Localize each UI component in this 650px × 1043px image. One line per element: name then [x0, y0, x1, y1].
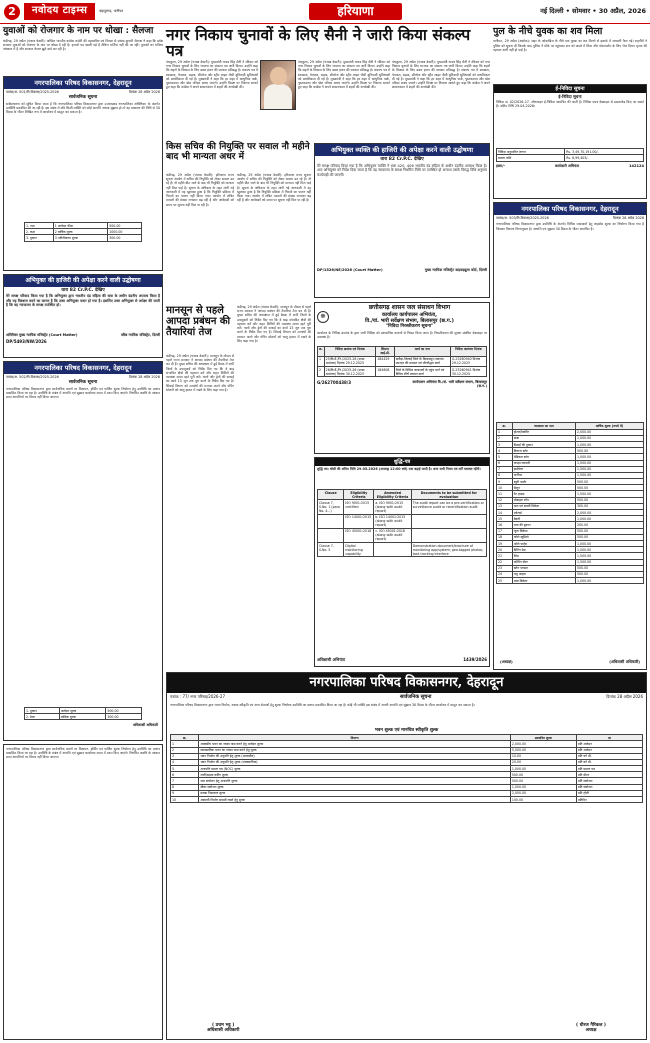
corrigendum-notice — [314, 457, 490, 667]
table-header: Documents to be submitted for evaluation — [411, 490, 486, 500]
table-cell: 3. दुकान — [25, 235, 54, 241]
table-header: निविदा क्रमांक एवं दिनांक — [324, 346, 376, 356]
table-cell: अनापत्ति प्रमाण पत्र (NOC) शुल्क — [199, 766, 511, 772]
right-story-headline: पुल के नीचे युवक का शव मिला — [493, 26, 603, 37]
table-cell: The audit report can be a pre-certification or surveillance audit or recertification audit — [411, 500, 486, 514]
table-cell: 200.00 — [576, 522, 644, 528]
table-cell: a. ISO 9001:2015 (along with audit report) — [374, 500, 411, 514]
tender-2-title: नगरपालिका परिषद विकासनगर, देहरादून — [4, 362, 162, 374]
table-row — [25, 235, 142, 241]
table-header: क्र. — [318, 346, 325, 356]
table-cell: 1,000.00 — [576, 454, 644, 460]
table-cell: बयाना राशि — [497, 155, 565, 161]
section-title: हरियाणा — [309, 3, 401, 20]
info-commission-body-col2: चंडीगढ़, 29 अप्रैल (पंजाब केसरी): हरियाणा राज्य सूचना आयोग में सचिव की नियुक्ति को लेकर सवाल उठ रहे हैं। नौ महीने बीत जाने के बाद भी नियुक्ति को मान्यता नहीं मिल पाई है। सूचना के अधिकार के तहत मांगी गई जानकारी में यह खुलासा हुआ है कि नियुक्ति प्रक्रिया में नियमों का पालन नहीं किया गया। आयोग में लंबित मामलों की संख्या लगातार बढ़ रही है और आवेदकों को समय पर सूचना नहीं मिल पा रही है। — [237, 173, 313, 203]
chhattisgarh-tender — [314, 302, 490, 454]
table-cell: 7 — [171, 778, 199, 784]
cg-body: कार्यालय के निविदा क्रमांक के द्वारा जारी निविदा को प्रशासनिक कारणों से निरस्त किया जाता है। निरस्तीकरण की सूचना संबंधित वेबसाइट पर उपलब्ध है। — [317, 330, 489, 339]
tender-3-title: नगरपालिका परिषद विकासनगर, देहरादून — [494, 203, 646, 215]
table-cell: 1000.00 — [108, 229, 142, 235]
table-cell: प्रति आवेदन — [576, 741, 642, 747]
tender-3-sign-left: (अध्यक्ष) — [500, 659, 513, 665]
right-story-body: पानीपत, 29 अप्रैल (अशोक): शहर के ओवरब्रिज के नीचे एक युवक का शव मिलने से इलाके में सनसनी फैल गई। राहगीरों ने पुलिस को सूचना दी जिसके बाद पुलिस ने मौके पर पहुंचकर शव को कब्जे में लिया और पोस्टमार्टम के लिए भेज दिया। मृतक की पहचान अभी नहीं हो पाई है। — [493, 39, 649, 52]
table-cell: जिम — [512, 553, 575, 559]
table-cell: सैलून — [512, 485, 575, 491]
table-cell: भवन निर्माण की अनुमति हेतु शुल्क (व्यावसायिक) — [199, 759, 511, 765]
table-cell: प्रति वर्ग मी. — [576, 759, 642, 765]
table-cell — [318, 528, 344, 542]
tender-2-date: दिनांक 28 अप्रैल 2026 — [128, 375, 160, 380]
table-cell: 1 — [171, 741, 199, 747]
table-cell: Rs. 3,49,70,191.00/- — [565, 149, 644, 155]
table-cell: 25 — [497, 578, 513, 584]
table-row — [318, 500, 487, 514]
table-cell: 500.00 — [108, 223, 142, 229]
table-cell: 2,000.00 — [576, 510, 644, 516]
table-cell: फल एवं सब्जी विक्रेता — [512, 503, 575, 509]
table-cell: Demonstration document/brochure of monitoring app/system; geo-tagged photos; task tracking interface — [411, 543, 486, 557]
table-cell: 6 — [171, 772, 199, 778]
table-cell: 10 — [171, 797, 199, 803]
table-cell: निविदा अनुमानित लागत — [497, 149, 565, 155]
main-story-headline-block — [166, 25, 490, 61]
table-header: कार्य का नाम — [394, 346, 450, 356]
table-cell: 1,500.00 — [576, 559, 644, 565]
court-2-title: अभियुक्त व्यक्ति की हाजिरी की अपेक्षा करने वाली उद्घोषणा — [315, 144, 489, 156]
table-cell: प्रति वर्ग मी. — [576, 753, 642, 759]
table-cell: 500.00 — [576, 571, 644, 577]
table-cell: 8 — [497, 472, 513, 478]
table-cell: 15 — [497, 516, 513, 522]
table-cell: Clause 7, S.No. 1 (para No. 4...) — [318, 500, 344, 514]
table-cell: 1,000.00 — [576, 547, 644, 553]
table-cell: किराना स्टोर — [512, 448, 575, 454]
table-cell: 11 — [497, 491, 513, 497]
cg-sign: कार्यपालन अभियंता वि./यां. भारी सर्वेक्षण संभाग, बिलासपुर (छ.ग.) — [412, 380, 487, 389]
table-cell: ISO 14001:2015 — [344, 514, 374, 528]
table-cell: 2 वार्षिक शुल्क — [53, 229, 107, 235]
big-tender-table — [170, 734, 643, 803]
table-header-row — [318, 490, 487, 500]
table-cell: 500.00 — [576, 528, 644, 534]
etender-table — [496, 148, 644, 161]
table-row — [318, 514, 487, 528]
table-cell: 3 — [171, 753, 199, 759]
table-cell: 4 — [497, 448, 513, 454]
tender-dehradun-2-continued — [3, 744, 163, 1040]
table-cell: टेंट हाउस — [512, 491, 575, 497]
etender-body: निविदा सं. 02/2026-27. ऑनलाइन ई-निविदा आमंत्रित की जाती है। निविदा प्रपत्र वेबसाइट से डाउनलोड किए जा सकते हैं। अंतिम तिथि 29.04.2026। — [496, 100, 646, 109]
table-cell: 24 — [497, 571, 513, 577]
table-cell: फर्नीचर — [512, 472, 575, 478]
left-story-body: चंडीगढ़, 29 अप्रैल (पंजाब केसरी): अखिल भारतीय कांग्रेस कमेटी की महासचिव एवं सिरसा से सांसद कुमारी सैलजा ने कहा कि प्रदेश सरकार युवाओं को रोजगार के नाम पर धोखा दे रही है। हजारों पद खाली पड़े हैं लेकिन भर्तियां नहीं की जा रहीं। युवाओं का भविष्य अंधकार में है और सरकार केवल झूठे दावे कर रही है। — [3, 38, 165, 52]
info-commission-headline: किस सचिव की नियुक्ति पर सवाल नौ महीने बाद भी मान्यता अधर में — [166, 142, 310, 162]
table-cell: c. ISO 45001:2018 (along with audit report) — [374, 528, 411, 542]
table-cell: मेडिकल स्टोर — [512, 454, 575, 460]
table-cell: 1 — [318, 356, 325, 366]
table-cell: b. ISO 14001:2015 (along with audit report) — [374, 514, 411, 528]
table-cell: 20 — [497, 547, 513, 553]
table-header: विवरण — [199, 735, 511, 741]
table-header: दर — [576, 735, 642, 741]
table-cell: 500.00 — [576, 479, 644, 485]
table-cell: 16 — [497, 522, 513, 528]
table-header: व्यवसाय का नाम — [512, 423, 575, 429]
big-tender-ref: पत्रांक : 77/ नगर परिषद/2026-27 — [170, 694, 226, 700]
table-cell — [374, 543, 411, 557]
table-cell: प्रति संयोजन — [576, 778, 642, 784]
table-cell: 5,000.00 — [510, 747, 576, 753]
table-cell: भवन निर्माण की अनुमति हेतु शुल्क (आवासीय) — [199, 753, 511, 759]
table-cell: 500.00 — [510, 772, 576, 778]
table-header: Clause — [318, 490, 344, 500]
table-cell: 21 — [497, 553, 513, 559]
table-cell: 6 — [497, 460, 513, 466]
table-row — [318, 367, 487, 377]
corrigendum-table — [317, 489, 487, 557]
table-cell: 1. दुकान — [25, 708, 60, 714]
tender-1-date: दिनांक 28 अप्रैल 2026 — [128, 90, 160, 95]
table-cell: प्रतिदिन — [576, 797, 642, 803]
tender-2-sign: अधिशासी अधिकारी — [132, 723, 158, 728]
table-cell: 9 — [171, 790, 199, 796]
table-cell: 500.00 — [576, 485, 644, 491]
tender-dehradun-1 — [3, 76, 163, 271]
monsoon-headline: मानसून से पहले आपदा प्रबंधन की तैयारियां तेज — [166, 305, 231, 338]
table-header: Amended Eligibility Criteria — [374, 490, 411, 500]
table-cell: 184608 — [376, 367, 394, 377]
table-header-row — [318, 346, 487, 356]
table-cell: 25/वि.मैं./नि./2025-26 (प्रथम आमंत्रण) दिनांक 29.12.2025 — [324, 356, 376, 366]
table-cell: ISO 45001:2018 — [344, 528, 374, 542]
etender-header: ई-निविदा सूचना — [558, 94, 582, 100]
table-header: निविदा आमंत्रण दिनांक — [450, 346, 486, 356]
table-cell: पशु आहार — [512, 571, 575, 577]
court-2-sign: मुख्य न्यायिक मजिस्ट्रेट कड़कड़डूमा कोर्ट, दिल्ली — [424, 267, 487, 272]
table-row — [318, 528, 487, 542]
table-cell: 300.00 — [106, 714, 142, 720]
table-cell: 20.00 — [510, 759, 576, 765]
table-cell: चाय की दुकान — [512, 522, 575, 528]
table-cell: 500.00 — [106, 708, 142, 714]
big-tender-sign-left: ( प्रथम भट्ट ) अधिशासी अधिकारी — [207, 1022, 240, 1034]
table-cell — [411, 514, 486, 528]
table-cell: ब्यूटी पार्लर — [512, 479, 575, 485]
table-cell: 500.00 — [576, 448, 644, 454]
masthead — [0, 0, 650, 24]
table-cell: 19 — [497, 540, 513, 546]
tender-1-table — [24, 222, 142, 242]
cg-code: G/262700438/3 — [317, 380, 352, 386]
table-cell: होटल/रेस्टोरेंट — [512, 429, 575, 435]
table-cell: कपड़ा व्यापारी — [512, 460, 575, 466]
right-story — [493, 27, 647, 82]
table-cell: 1,000.00 — [576, 516, 644, 522]
big-tender-sign-right: ( धीरज गैरिकल ) अध्यक्ष — [576, 1022, 606, 1034]
table-cell: 2 — [318, 367, 325, 377]
tender-1-title: नगरपालिका परिषद विकासनगर, देहरादून — [4, 77, 162, 89]
cg-notice-heading: "निविदा निरस्तीकरण सूचना" — [385, 324, 434, 329]
big-tender-table-title: भवन शुल्क एवं मानचित्र स्वीकृति शुल्क — [374, 727, 439, 733]
big-tender-body: नगरपालिका परिषद विकासनगर द्वारा भवन निर्माण, नक्शा स्वीकृति एवं अन्य सेवाओं हेतु शुल्क निर्धारण उपविधि का प्रारूप प्रकाशित किया जा रहा है। कोई भी व्यक्ति इस संबंध में अपनी आपत्ति एवं सुझाव 30 दिवस के भीतर कार्यालय में प्रस्तुत कर सकता है। — [170, 702, 475, 707]
tender-1-ref: पत्रांक/अ. 501/नि.विकास/2025-2026 — [6, 90, 59, 95]
table-cell: अस्थायी निर्माण सामग्री रखने हेतु शुल्क — [199, 797, 511, 803]
chief-minister-photo — [260, 60, 296, 110]
etender-pill: ई-निविदा सूचना — [494, 85, 646, 93]
table-cell: मोबाइल शॉप — [512, 497, 575, 503]
tender-3-ref: पत्रांक/अ. 503/नि.विकास/2025-2026 — [496, 216, 549, 221]
table-cell: बर्तन भण्डार — [512, 565, 575, 571]
etender-footer-left: हस्ता/- — [496, 163, 506, 168]
left-story-headline: युवाओं को रोजगार के नाम पर धोखा : सैलजा — [3, 26, 154, 36]
table-row — [497, 155, 644, 161]
court-1-title: अभियुक्त की हाजिरी की अपेक्षा करने वाली उद्घोषणा — [4, 275, 162, 287]
table-cell: मलबा निस्तारण शुल्क — [199, 790, 511, 796]
table-cell: हार्डवेयर — [512, 466, 575, 472]
table-cell: 1,000.00 — [576, 578, 644, 584]
court-2-body: मेरे समक्ष परिवाद किया गया है कि अभियुक्त व्यक्ति ने धारा 420, 406 भारतीय दंड संहिता के अधीन दंडनीय अपराध किया है। अतः अभियुक्त को निर्देश दिया जाता है कि वह न्यायालय के समक्ष निर्धारित तिथि पर उपस्थित हो अन्यथा उसके विरुद्ध विधि अनुसार कार्यवाही की जाएगी। — [317, 163, 489, 177]
monsoon-body-col2: चंडीगढ़, 29 अप्रैल (पंजाब केसरी): मानसून के मौसम से पहले राज्य सरकार ने आपदा प्रबंधन की तैयारियां तेज कर दी हैं। मुख्य सचिव की अध्यक्षता में हुई बैठक में सभी जिलों के उपायुक्तों को निर्देश दिए गए कि वे बाढ़ संभावित क्षेत्रों की पहचान करें और राहत शिविरों की व्यवस्था समय रहते पूरी करें। नालों और ड्रेनों की सफाई का कार्य 15 जून तक पूरा करने के निर्देश दिए गए हैं। सिंचाई विभाग को तटबंधों की मरम्मत करने और पंपिंग स्टेशनों को चालू हालत में रखने के लिए कहा गया है। — [237, 305, 313, 343]
table-cell: 2,000.00 — [576, 429, 644, 435]
table-cell: 500.00 — [576, 497, 644, 503]
table-cell: 1,500.00 — [576, 491, 644, 497]
big-tender-title: नगरपालिका परिषद विकासनगर, देहरादून — [167, 673, 646, 693]
table-cell: 3 नवीनीकरण शुल्क — [53, 235, 107, 241]
table-header: प्रस्तावित शुल्क — [510, 735, 576, 741]
table-cell: 1,500.00 — [576, 472, 644, 478]
table-cell: Clause 7, S.No. 5 — [318, 543, 344, 557]
table-cell: 12 — [497, 497, 513, 503]
table-cell: 9 — [497, 479, 513, 485]
big-tender-heading: सार्वजनिक सूचना — [399, 694, 432, 701]
tender-2-ref: पत्रांक/अ. 502/नि.विकास/2025-2026 — [6, 375, 59, 380]
left-story — [3, 27, 163, 75]
table-cell: 1. नाम — [25, 223, 54, 229]
paper-logo: नवोदय टाइम्स — [24, 3, 95, 20]
table-cell: 184429 — [376, 356, 394, 366]
cg-org-line2: कार्यालय कार्यपालन अभियंता, — [381, 311, 437, 318]
etender-notice — [493, 84, 647, 199]
table-cell: 3 — [497, 441, 513, 447]
monsoon-story-headline-block — [166, 305, 234, 353]
tender-dehradun-big — [166, 672, 647, 1040]
main-story-body-col3: पंचकूला, 29 अप्रैल (पंजाब केसरी): मुख्यमंत्री नायब सिंह सैनी ने रविवार को नगर निकाय चुनावों के लिए भाजपा का संकल्प पत्र जारी किया। उन्होंने कहा कि शहरों के विकास के लिए डबल इंजन की सरकार प्रतिबद्ध है। संकल्प पत्र में स्वच्छता, पेयजल, सड़क, सीवरेज और स्ट्रीट लाइट जैसी बुनियादी सुविधाओं को प्राथमिकता दी गई है। मुख्यमंत्री ने कहा कि हर शहर में आधुनिक पार्क, पुस्तकालय और खेल परिसर बनाए जाएंगे। उन्होंने विपक्ष पर निशाना साधते हुए कहा कि कांग्रेस ने अपने शासनकाल में शहरों की अनदेखी की। — [392, 60, 492, 90]
table-cell: 2. ठेला — [25, 714, 60, 720]
court-notice-2 — [314, 143, 490, 298]
corrigendum-pill: शुद्धि-पत्र — [315, 458, 489, 466]
cg-table — [317, 346, 487, 378]
table-cell: 1,000.00 — [510, 784, 576, 790]
table-cell: 1 आवेदन फीस — [53, 223, 107, 229]
court-2-code: DP/1526/NE/2026 (Court Matter) — [317, 267, 383, 272]
table-cell: 5 — [171, 766, 199, 772]
table-header: सिस्टम आई.डी. — [376, 346, 394, 356]
court-1-subtitle: धारा 82 Cr.P.C. देखिए — [61, 287, 105, 293]
cg-org-line3: वि./यां. भारी सर्वेक्षण संभाग, बिलासपुर (छ.ग.) — [365, 317, 454, 324]
tender-3-sign-right: (अधिशासी अधिकारी) — [609, 659, 640, 665]
table-cell: 5 — [497, 454, 513, 460]
table-cell: 8 — [171, 784, 199, 790]
table-cell: 1,500.00 — [576, 553, 644, 559]
table-cell: जूता विक्रेता — [512, 528, 575, 534]
tender-2-body-continued: नगरपालिका परिषद विकासनगर द्वारा सार्वजनिक स्थलों पर विज्ञापन, होर्डिंग एवं पार्किंग शुल्क निर्धारण हेतु उपविधि का प्रारूप प्रकाशित किया जा रहा है। उपविधि के संबंध में आपत्ति एवं सुझाव कार्यालय समय में प्राप्त किए जाएंगे। निर्धारित अवधि के पश्चात प्राप्त आपत्तियों पर विचार नहीं किया जाएगा। — [6, 747, 162, 760]
table-cell: 1,000.00 — [576, 460, 644, 466]
table-row — [318, 356, 487, 366]
table-cell: आवेदन शुल्क — [59, 708, 106, 714]
table-cell: 10.00 — [510, 753, 576, 759]
table-row — [171, 797, 643, 803]
table-cell: ढाबा — [512, 435, 575, 441]
table-cell: आवासीय भवन का नक्शा पास करने हेतु आवेदन शुल्क — [199, 741, 511, 747]
corrigendum-sign: अधिशासी अभियंता — [317, 657, 345, 662]
etender-footer-right: कार्यकारी अभियंता — [554, 163, 580, 168]
court-1-code: DP/5493/NW/2026 — [6, 338, 47, 344]
table-header: क्र. — [497, 423, 513, 429]
table-cell: 500.00 — [576, 534, 644, 540]
court-1-sign-right: वरिष्ठ न्यायिक मजिस्ट्रेट, दिल्ली — [120, 333, 160, 338]
table-cell: 1,500.00 — [576, 466, 644, 472]
monsoon-body-col1: चंडीगढ़, 29 अप्रैल (पंजाब केसरी): मानसून के मौसम से पहले राज्य सरकार ने आपदा प्रबंधन की तैयारियां तेज कर दी हैं। मुख्य सचिव की अध्यक्षता में हुई बैठक में सभी जिलों के उपायुक्तों को निर्देश दिए गए कि वे बाढ़ संभावित क्षेत्रों की पहचान करें और राहत शिविरों की व्यवस्था समय रहते पूरी करें। नालों और ड्रेनों की सफाई का कार्य 15 जून तक पूरा करने के निर्देश दिए गए हैं। सिंचाई विभाग को तटबंधों की मरम्मत करने और पंपिंग स्टेशनों को चालू हालत में रखने के लिए कहा गया है। — [166, 354, 236, 392]
tender-1-body: सर्वसाधारण को सूचित किया जाता है कि नगरपालिका परिषद विकासनगर द्वारा उत्तराखण्ड नगरपालिका अधिनियम के अंतर्गत उपविधि प्रकाशित की जा रही है। इस संबंध में यदि किसी व्यक्ति को कोई आपत्ति अथवा सुझाव हो तो वह प्रकाशन की तिथि से 30 दिवस के भीतर लिखित रूप में कार्यालय में प्रस्तुत कर सकता है। — [6, 102, 162, 115]
tender-3-fee-table — [496, 422, 644, 584]
table-cell: व्यावसायिक भवन का नक्शा पास करने हेतु शुल्क — [199, 747, 511, 753]
government-emblem-icon: ☸ — [317, 311, 329, 323]
main-story-body-col1: पंचकूला, 29 अप्रैल (पंजाब केसरी): मुख्यमंत्री नायब सिंह सैनी ने रविवार को नगर निकाय चुनावों के लिए भाजपा का संकल्प पत्र जारी किया। उन्होंने कहा कि शहरों के विकास के लिए डबल इंजन की सरकार प्रतिबद्ध है। संकल्प पत्र में स्वच्छता, पेयजल, सड़क, सीवरेज और स्ट्रीट लाइट जैसी बुनियादी सुविधाओं को प्राथमिकता दी गई है। मुख्यमंत्री ने कहा कि हर शहर में आधुनिक पार्क, पुस्तकालय और खेल परिसर बनाए जाएंगे। उन्होंने विपक्ष पर निशाना साधते हुए कहा कि कांग्रेस ने अपने शासनकाल में शहरों की अनदेखी की। — [166, 60, 260, 90]
table-cell: प्रिंटिंग प्रेस — [512, 547, 575, 553]
table-cell: 300.00 — [108, 235, 142, 241]
table-cell: 17 — [497, 528, 513, 534]
tender-2-table — [24, 707, 142, 720]
table-cell: मिठाई की दुकान — [512, 441, 575, 447]
table-cell: 26/वि.मैं./नि./2025-26 (प्रथम आमंत्रण) दिनांक 30.12.2025 — [324, 367, 376, 377]
tender-dehradun-2 — [3, 361, 163, 741]
info-commission-body-col1: चंडीगढ़, 29 अप्रैल (पंजाब केसरी): हरियाणा राज्य सूचना आयोग में सचिव की नियुक्ति को लेकर सवाल उठ रहे हैं। नौ महीने बीत जाने के बाद भी नियुक्ति को मान्यता नहीं मिल पाई है। सूचना के अधिकार के तहत मांगी गई जानकारी में यह खुलासा हुआ है कि नियुक्ति प्रक्रिया में नियमों का पालन नहीं किया गया। आयोग में लंबित मामलों की संख्या लगातार बढ़ रही है और आवेदकों को समय पर सूचना नहीं मिल पा रही है। — [166, 173, 236, 207]
table-cell — [411, 528, 486, 542]
corrigendum-intro: शुद्धि पत्र: बोली की अंतिम तिथि 29.05.2026 (अपराह्न 12:00 बजे) तक बढ़ाई जाती है। अन्य सभी नियम एवं शर्तें यथावत रहेंगी। — [317, 467, 481, 472]
table-cell — [318, 514, 344, 528]
court-notice-1 — [3, 274, 163, 358]
table-cell: नाली/सड़क कटिंग शुल्क — [199, 772, 511, 778]
table-cell: 100.00 — [510, 797, 576, 803]
table-cell: फोटो स्टूडियो — [512, 534, 575, 540]
court-2-subtitle: धारा 82 Cr.P.C. देखिए — [380, 157, 424, 163]
table-cell: प्रति संयोजन — [576, 784, 642, 790]
table-header: वार्षिक शुल्क (रुपये में) — [576, 423, 644, 429]
tender-2-body: नगरपालिका परिषद विकासनगर द्वारा सार्वजनिक स्थलों पर विज्ञापन, होर्डिंग एवं पार्किंग शुल्क निर्धारण हेतु उपविधि का प्रारूप प्रकाशित किया जा रहा है। उपविधि के संबंध में आपत्ति एवं सुझाव कार्यालय समय में प्राप्त किए जाएंगे। निर्धारित अवधि के पश्चात प्राप्त आपत्तियों पर विचार नहीं किया जाएगा। — [6, 387, 162, 400]
table-cell: 7 — [497, 466, 513, 472]
tender-dehradun-3 — [493, 202, 647, 670]
table-cell: 10 — [497, 485, 513, 491]
tender-1-heading: सार्वजनिक सूचना — [68, 95, 98, 101]
table-header: Eligibility Criteria — [344, 490, 374, 500]
table-cell: 4 — [171, 759, 199, 765]
table-cell: 18 — [497, 534, 513, 540]
table-cell: 500.00 — [510, 778, 576, 784]
table-cell: Digital monitoring capability — [344, 543, 374, 557]
table-cell: Rs. 6,99,403/- — [565, 155, 644, 161]
tender-3-date: दिनांक 28 अप्रैल 2026 — [612, 216, 644, 221]
tender-3-body: नगरपालिका परिषद विकासनगर द्वारा उपविधि के अंतर्गत विभिन्न व्यवसायों हेतु लाइसेंस शुल्क का निर्धारण किया गया है जिसका विवरण निम्नानुसार है। आपत्ति एवं सुझाव 30 दिवस के भीतर आमंत्रित हैं। — [496, 222, 646, 231]
table-cell: जल संयोजन हेतु अनापत्ति शुल्क — [199, 778, 511, 784]
table-cell: 2 — [497, 435, 513, 441]
table-cell: मांस विक्रेता — [512, 578, 575, 584]
info-commission-story-headline-block — [166, 143, 311, 171]
etender-code: 142124 — [628, 163, 644, 168]
page-number: 2 — [4, 4, 20, 20]
table-cell: ISO 9001:2015 certified — [344, 500, 374, 514]
table-cell: 1 — [497, 429, 513, 435]
table-cell: बेकरी — [512, 516, 575, 522]
table-cell: बलौदा-जिलाई जिले के बिलासपुर-नवागांव उपनहर की मरम्मत एवं जीर्णोद्धार कार्य — [394, 356, 450, 366]
court-1-body: मेरे समक्ष परिवाद किया गया है कि अभियुक्त द्वारा भारतीय दंड संहिता की धारा के अधीन दंडनीय अपराध किया है और यह विश्वास करने का कारण है कि उक्त अभियुक्त फरार हो गया है। इसलिए उक्त अभियुक्त से अपेक्षा की जाती है कि वह न्यायालय के समक्ष उपस्थित हो। — [6, 294, 162, 308]
table-cell: प्रति आवेदन — [576, 747, 642, 753]
table-cell: 1,000.00 — [576, 435, 644, 441]
table-cell: प्रति प्रमाण पत्र — [576, 766, 642, 772]
table-row — [318, 543, 487, 557]
big-tender-date: दिनांक 28 अप्रैल 2026 — [606, 694, 643, 700]
tender-2-heading: सार्वजनिक सूचना — [68, 380, 98, 386]
table-cell: 500.00 — [576, 565, 644, 571]
table-cell: 1,000.00 — [576, 441, 644, 447]
table-row — [497, 578, 644, 584]
table-cell: ज्वेलर्स — [512, 510, 575, 516]
table-cell: 1,000.00 — [510, 766, 576, 772]
table-cell: प्रति मीटर — [576, 772, 642, 778]
table-cell: 2. कक्ष — [25, 229, 54, 235]
table-cell: 13 — [497, 503, 513, 509]
table-cell: ऑटो पार्ट्स — [512, 540, 575, 546]
corrigendum-code: 1439/2026 — [463, 657, 487, 662]
table-cell: 2 — [171, 747, 199, 753]
table-cell: G-25260941 दिनांक 30.12.2025 — [450, 367, 486, 377]
table-cell: G-25260940 दिनांक 29.12.2025 — [450, 356, 486, 366]
table-cell: 23 — [497, 565, 513, 571]
court-1-sign-left: अतिरिक्त मुख्य न्यायिक मजिस्ट्रेट (Court Matter) — [6, 333, 78, 338]
table-row — [25, 714, 142, 720]
table-cell: 300.00 — [576, 503, 644, 509]
cg-org-line1: छत्तीसगढ़ शासन जल संसाधन विभाग — [368, 304, 451, 311]
paper-subtitle: बहादुरगढ़, पानीपत — [99, 9, 124, 14]
table-cell: प्रति ट्रॉली — [576, 790, 642, 796]
table-cell: 14 — [497, 510, 513, 516]
main-story-body-col2: पंचकूला, 29 अप्रैल (पंजाब केसरी): मुख्यमंत्री नायब सिंह सैनी ने रविवार को नगर निकाय चुनावों के लिए भाजपा का संकल्प पत्र जारी किया। उन्होंने कहा कि शहरों के विकास के लिए डबल इंजन की सरकार प्रतिबद्ध है। संकल्प पत्र में स्वच्छता, पेयजल, सड़क, सीवरेज और स्ट्रीट लाइट जैसी बुनियादी सुविधाओं को प्राथमिकता दी गई है। मुख्यमंत्री ने कहा कि हर शहर में आधुनिक पार्क, पुस्तकालय और खेल परिसर बनाए जाएंगे। उन्होंने विपक्ष पर निशाना साधते हुए कहा कि कांग्रेस ने अपने शासनकाल में शहरों की अनदेखी की। — [298, 60, 392, 90]
table-cell: मासिक शुल्क — [59, 714, 106, 720]
dateline: नई दिल्ली • सोमवार • 30 अप्रैल, 2026 — [540, 7, 646, 16]
table-cell: 2,000.00 — [510, 790, 576, 796]
table-cell: सीवर संयोजन शुल्क — [199, 784, 511, 790]
table-cell: 2,000.00 — [510, 741, 576, 747]
table-cell: 22 — [497, 559, 513, 565]
table-cell: कोचिंग सेंटर — [512, 559, 575, 565]
main-story-headline: नगर निकाय चुनावों के लिए सैनी ने जारी किया संकल्प पत्र — [166, 25, 471, 61]
table-header: क्र. — [171, 735, 199, 741]
table-cell: 1,000.00 — [576, 540, 644, 546]
table-cell: जिले के विभिन्न जलाशयों के पहुंच मार्ग एवं विविध शीर्ष मरम्मत कार्य — [394, 367, 450, 377]
